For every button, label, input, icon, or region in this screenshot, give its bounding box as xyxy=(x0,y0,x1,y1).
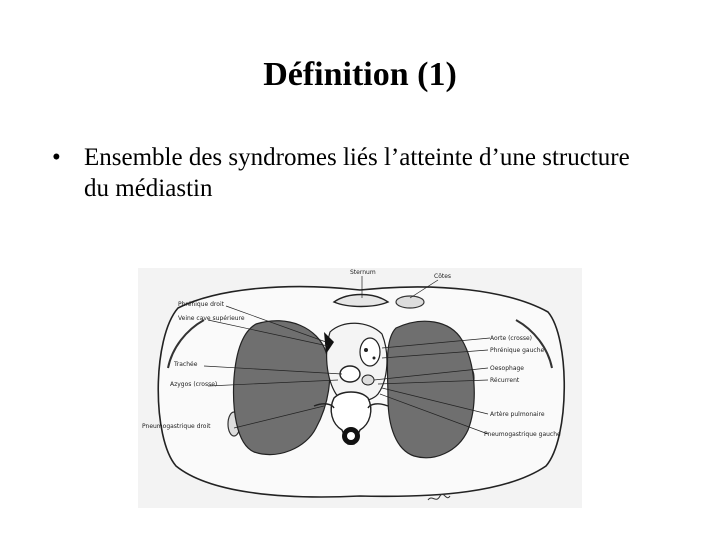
bullet-list xyxy=(52,142,652,204)
label-recurrent: Récurrent xyxy=(490,377,520,384)
lung-left xyxy=(387,321,474,457)
slide-title: Définition (1) xyxy=(263,56,457,93)
label-aorte: Aorte (crosse) xyxy=(490,335,533,342)
bullet-marker: • xyxy=(52,144,61,171)
anatomy-drawing xyxy=(138,268,582,508)
label-azygos: Azygos (crosse) xyxy=(170,381,218,388)
bullet-item xyxy=(52,142,652,204)
mediastinum-cross-section-figure xyxy=(138,268,582,508)
label-veine-cave: Veine cave supérieure xyxy=(178,315,245,322)
label-sternum: Sternum xyxy=(350,269,376,276)
bullet-text: Ensemble des syndromes liés l’atteinte d’une structure du médiastin xyxy=(84,144,630,202)
label-trachee: Trachée xyxy=(174,361,198,368)
label-cotes: Côtes xyxy=(434,273,452,280)
label-artere-pulmonaire: Artère pulmonaire xyxy=(490,411,545,418)
label-phrenique-gauche: Phrénique gauche xyxy=(490,347,545,354)
label-phrenique-droit: Phrénique droit xyxy=(178,301,224,308)
label-pneumo-droit: Pneumogastrique droit xyxy=(142,423,211,430)
label-oesophage: Oesophage xyxy=(490,365,524,372)
trachea xyxy=(340,366,360,382)
oesophagus xyxy=(362,375,374,385)
aorta xyxy=(360,338,380,366)
label-pneumo-gauche: Pneumogastrique gauche xyxy=(484,431,561,438)
mediastinum xyxy=(327,323,387,401)
